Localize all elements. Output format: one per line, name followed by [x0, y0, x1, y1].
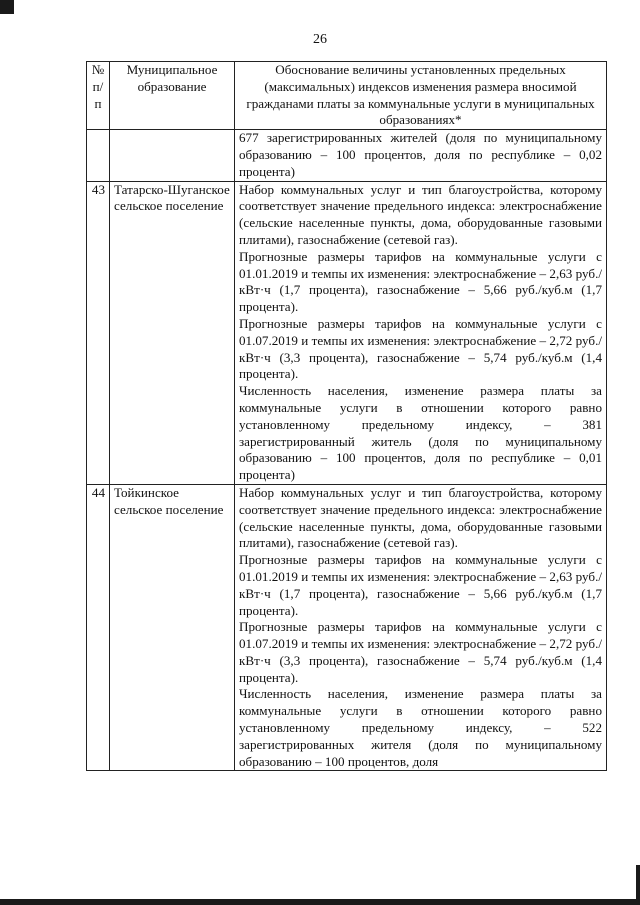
header-justification: Обоснование величины установленных предельных (максимальных) индексов изменения размера вносимой гражданами платы за коммунальные услуги в муниципальных образованиях* — [235, 62, 607, 130]
paragraph-services: Набор коммунальных услуг и тип благоустройства, которому соответствует значение предельного индекса: электроснабжение (сельские населенные пункты, дома, оборудованные газовыми плитами), газоснабжение (сетевой газ). — [239, 484, 602, 551]
header-num: № п/п — [87, 62, 110, 130]
table-row-continuation — [87, 130, 607, 181]
continuation-num-cell — [87, 130, 110, 181]
row-num: 43 — [87, 181, 110, 484]
paragraph-tariffs-jul: Прогнозные размеры тарифов на коммунальные услуги с 01.07.2019 и темпы их изменения: электроснабжение – 2,72 руб./кВт·ч (3,3 процента), газоснабжение – 5,74 руб./куб.м (1,4 процента). — [239, 619, 602, 685]
header-municipality: Муниципальное образование — [110, 62, 235, 130]
scan-edge-right — [636, 865, 640, 905]
paragraph-tariffs-jul: Прогнозные размеры тарифов на коммунальные услуги с 01.07.2019 и темпы их изменения: электроснабжение – 2,72 руб./кВт·ч (3,3 процента), газоснабжение – 5,74 руб./куб.м (1,4 процента). — [239, 315, 602, 382]
table-header-row — [87, 62, 607, 130]
paragraph-tariffs-jan: Прогнозные размеры тарифов на коммунальные услуги с 01.01.2019 и темпы их изменения: электроснабжение – 2,63 руб./кВт·ч (1,7 процента), газоснабжение – 5,66 руб./куб.м (1,7 процента). — [239, 248, 602, 315]
row-municipality: Тойкинское сельское поселение — [110, 484, 235, 771]
paragraph-population: Численность населения, изменение размера платы за коммунальные услуги в отношении которого равно установленному предельному индексу, – 522 зарегистрированных жителя (доля по муниципальному образованию – 100 процентов, доля — [239, 686, 602, 769]
tariff-table — [86, 61, 607, 771]
paragraph-tariffs-jan: Прогнозные размеры тарифов на коммунальные услуги с 01.01.2019 и темпы их изменения: электроснабжение – 2,63 руб./кВт·ч (1,7 процента), газоснабжение – 5,66 руб./куб.м (1,7 процента). — [239, 552, 602, 618]
row-justification — [235, 181, 607, 484]
scan-edge-bottom — [0, 899, 640, 905]
row-justification — [235, 484, 607, 771]
paragraph-services: Набор коммунальных услуг и тип благоустройства, которому соответствует значение предельного индекса: электроснабжение (сельские населенные пункты, дома, оборудованные газовыми плитами), газоснабжение (сетевой газ). — [239, 181, 602, 247]
continuation-text: 677 зарегистрированных жителей (доля по муниципальному образованию – 100 процентов, доля по республике – 0,02 процента) — [235, 130, 607, 181]
scan-edge-top-left — [0, 0, 14, 14]
paragraph-population: Численность населения, изменение размера платы за коммунальные услуги в отношении которого равно установленному предельному индексу, – 381 зарегистрированный житель (доля по муниципальному образованию – 100 процентов, доля по республике – 0,01 процента) — [239, 383, 602, 483]
row-municipality: Татарско-Шуганское сельское поселение — [110, 181, 235, 484]
row-num: 44 — [87, 484, 110, 771]
table-row — [87, 181, 607, 484]
table-row — [87, 484, 607, 771]
continuation-municipality-cell — [110, 130, 235, 181]
page-number: 26 — [313, 32, 327, 47]
